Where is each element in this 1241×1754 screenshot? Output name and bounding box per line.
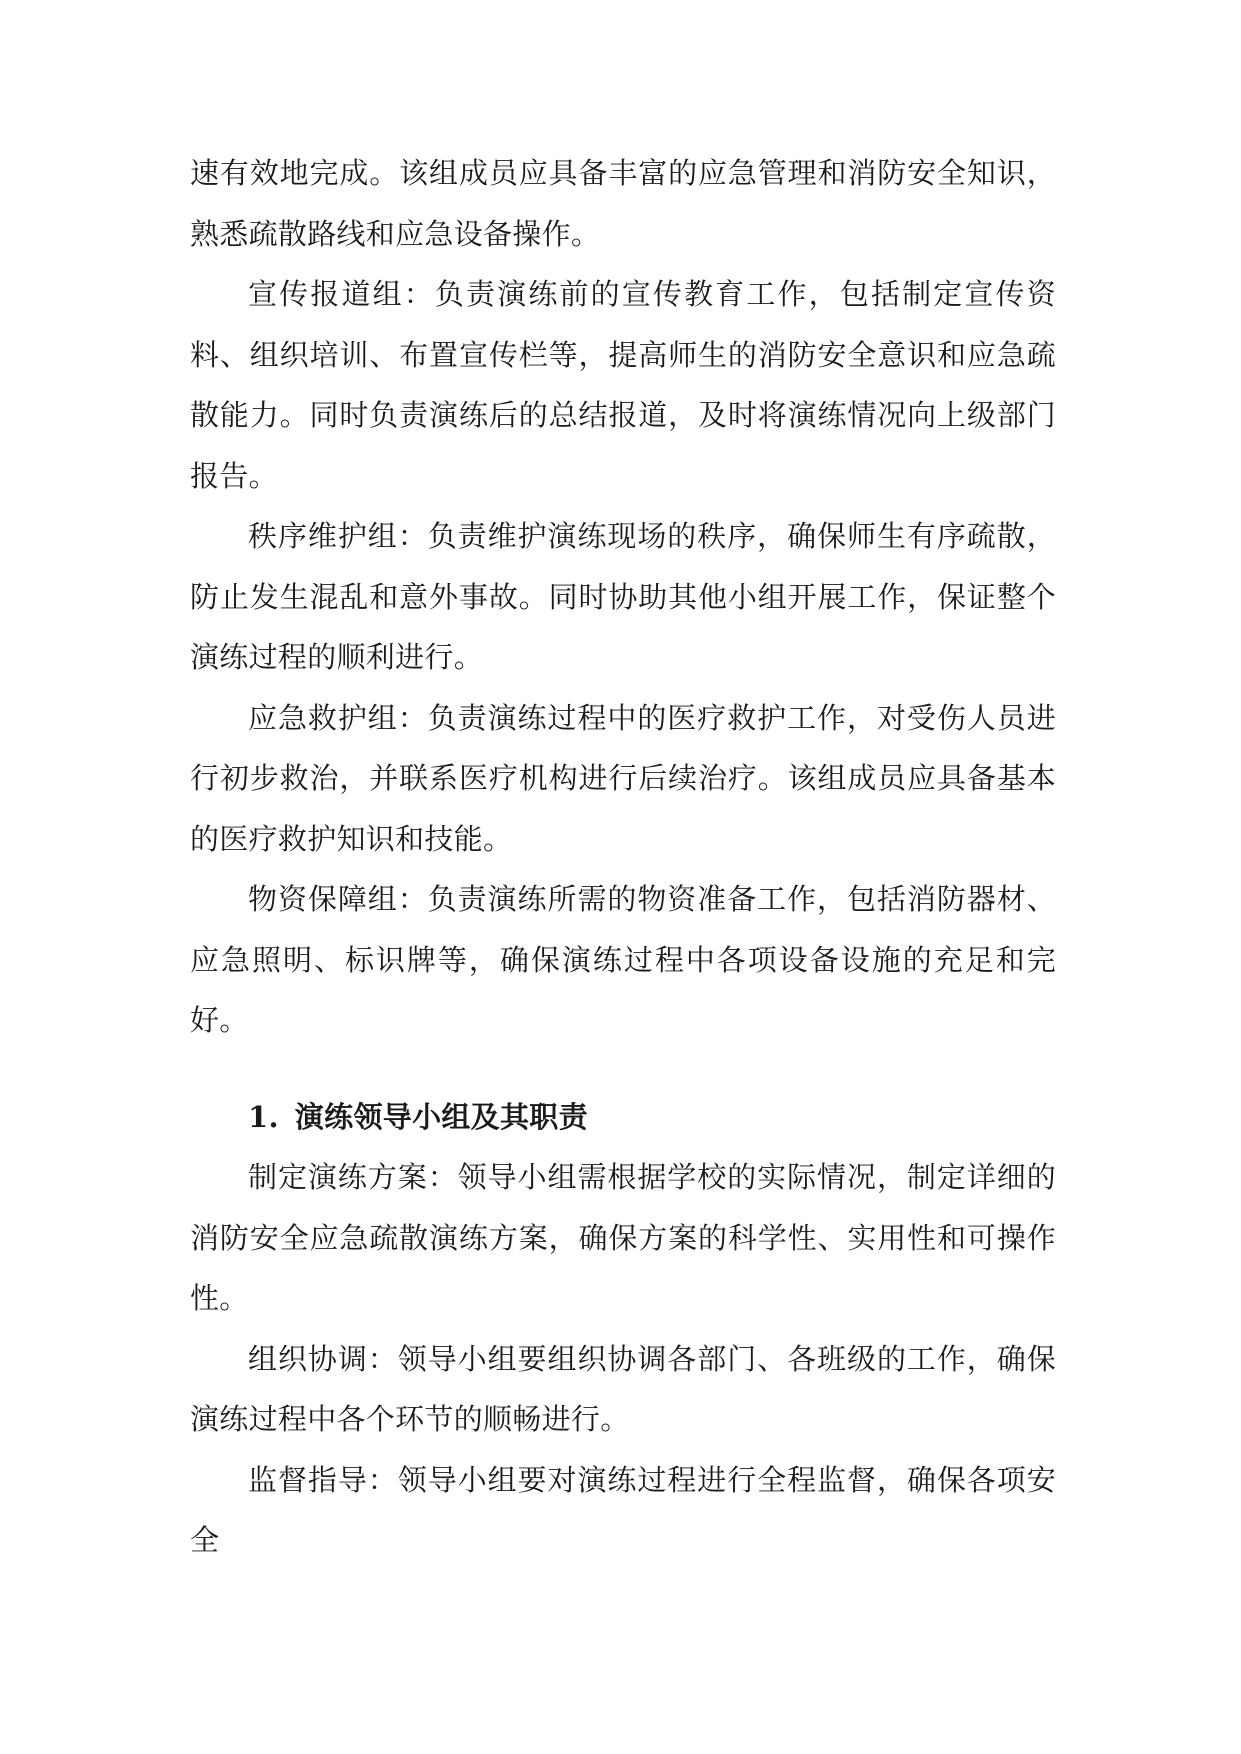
paragraph-order-group: 秩序维护组：负责维护演练现场的秩序，确保师生有序疏散，防止发生混乱和意外事故。同时协助其他小组开展工作，保证整个演练过程的顺利进行。 xyxy=(190,519,1056,674)
paragraph-continuation: 速有效地完成。该组成员应具备丰富的应急管理和消防安全知识，熟悉疏散路线和应急设备操作。 xyxy=(190,156,1056,251)
paragraph-supplies-group: 物资保障组：负责演练所需的物资准备工作，包括消防器材、应急照明、标识牌等，确保演练过程中各项设备设施的充足和完好。 xyxy=(190,882,1056,1037)
document-body xyxy=(190,143,1056,1571)
paragraph-publicity-group: 宣传报道组：负责演练前的宣传教育工作，包括制定宣传资料、组织培训、布置宣传栏等，提高师生的消防安全意识和应急疏散能力。同时负责演练后的总结报道，及时将演练情况向上级部门报告。 xyxy=(190,277,1056,493)
paragraph-supervision: 监督指导：领导小组要对演练过程进行全程监督，确保各项安全 xyxy=(190,1462,1056,1557)
paragraph-coordination: 组织协调：领导小组要组织协调各部门、各班级的工作，确保演练过程中各个环节的顺畅进行。 xyxy=(190,1341,1056,1436)
paragraph-first-aid-group: 应急救护组：负责演练过程中的医疗救护工作，对受伤人员进行初步救治，并联系医疗机构进行后续治疗。该组成员应具备基本的医疗救护知识和技能。 xyxy=(190,700,1056,856)
section-heading-title: 演练领导小组及其职责 xyxy=(294,1099,588,1134)
section-heading-number: 1. xyxy=(248,1099,279,1134)
section-heading xyxy=(190,1087,1056,1148)
paragraph-drill-plan: 制定演练方案：领导小组需根据学校的实际情况，制定详细的消防安全应急疏散演练方案，确保方案的科学性、实用性和可操作性。 xyxy=(190,1160,1056,1315)
